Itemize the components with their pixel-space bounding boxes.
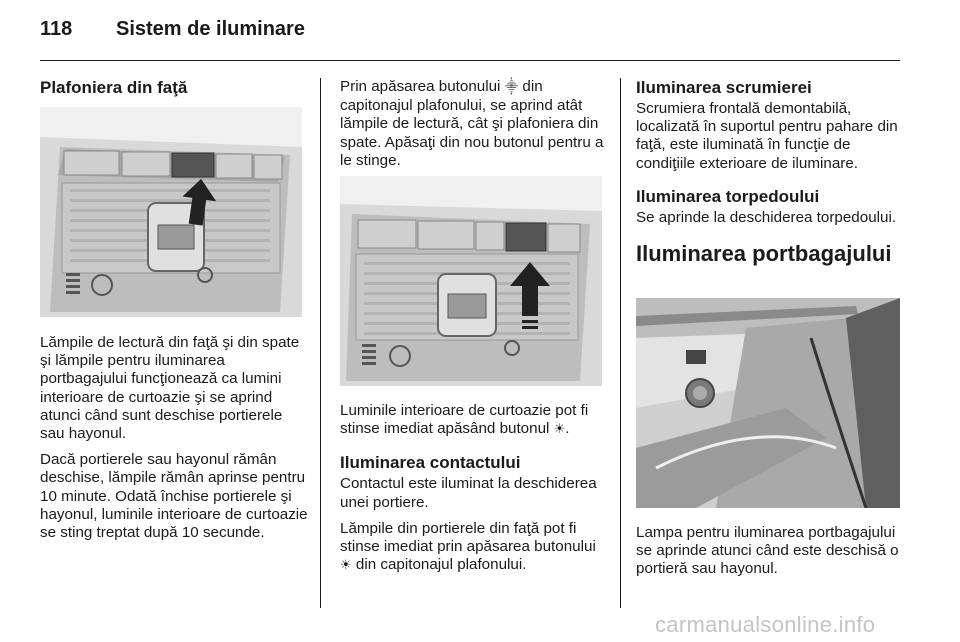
column-3 [636,78,902,279]
column-2-body [340,402,606,583]
header-rule [40,60,900,61]
section-heading-ashtray: Iluminarea scrumierei [636,78,812,97]
paragraph-timer: Dacă portierele sau hayonul rămân deschise, lămpile rămân aprinse pentru 10 minute. Odată închise portierele şi hayonul, luminile interioare de curtoazie se sting treptat după 10 secunde. [40,451,308,542]
column-divider-1 [320,78,321,608]
section-heading-glovebox: Iluminarea torpedoului [636,186,820,206]
page-number: 118 [40,18,73,40]
section-heading-ignition: Iluminarea contactului [340,453,521,473]
paragraph-courtesy-lights: Lămpile de lectură din faţă şi din spate şi lămpile pentru iluminarea portbagajului funcţionează ca lumini interioare de curtoazie şi se aprind atunci când sunt deschise portierele sau hayonul. [40,334,300,443]
section-heading-trunk: Iluminarea portbagajului [636,241,892,267]
paragraph-door-button: Luminile interioare de curtoazie pot fi stinse imediat apăsând butonul ☀. [340,402,589,438]
door-light-icon-2: ☀ [340,558,352,574]
paragraph-button-both: Prin apăsarea butonului ⸎ din capitonajul plafonului, se aprind atât lămpile de lectură, cât şi plafoniera din spate. Apăsaţi din nou butonul pentru a le stinge. [340,78,604,169]
paragraph-glovebox: Se aprinde la deschiderea torpedoului. [636,208,897,226]
paragraph-trunk: Lampa pentru iluminarea portbagajului se aprinde atunci când este deschisă o portieră sau hayonul. [636,524,899,578]
dome-light-button-photo [340,176,602,386]
chapter-title: Sistem de iluminare [116,18,305,40]
trunk-light-photo [636,298,900,508]
column-1-body [40,334,308,550]
reading-light-icon: ⸎ [504,80,519,95]
column-divider-2 [620,78,621,608]
watermark: carmanualsonline.info [655,612,876,637]
paragraph-ignition: Contactul este iluminat la deschiderea unei portiere. [340,475,597,511]
column-3-body [636,524,902,587]
column-1 [40,78,308,100]
door-light-icon: ☀ [553,422,566,438]
section-heading-front-light: Plafoniera din faţă [40,78,188,97]
front-dome-light-photo [40,107,302,317]
column-2-top [340,78,606,178]
paragraph-front-doors: Lămpile din portierele din faţă pot fi stinse imediat prin apăsarea butonului ☀ din capitonajul plafonului. [340,519,596,574]
paragraph-ashtray: Scrumiera frontală demontabilă, localizată în suportul pentru pahare din faţă, este iluminată în funcţie de condiţiile exterioare de iluminare. [636,100,898,172]
